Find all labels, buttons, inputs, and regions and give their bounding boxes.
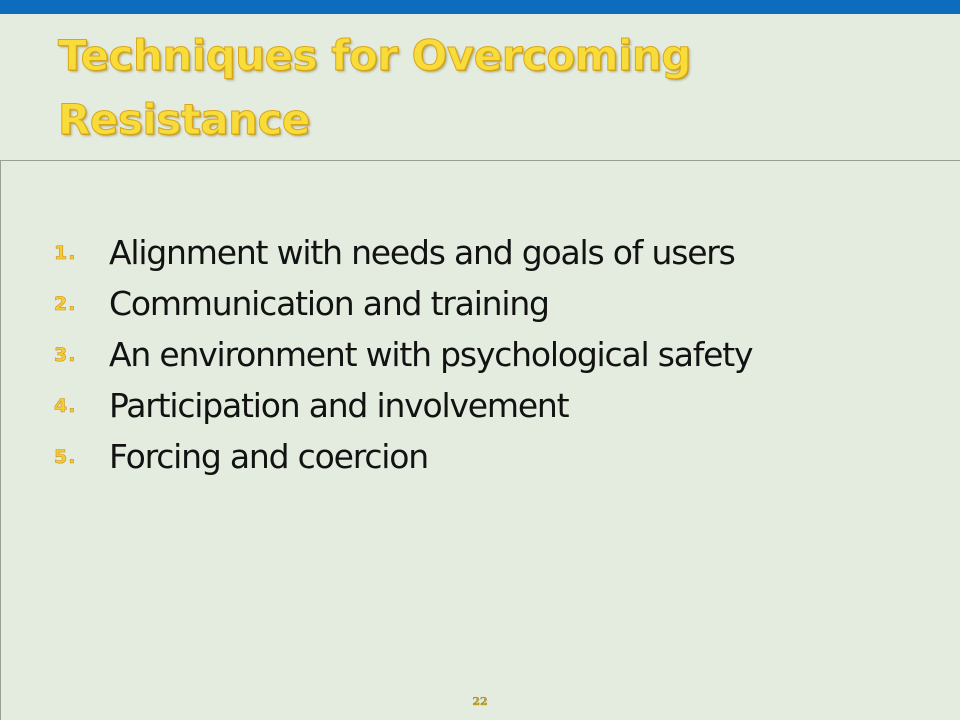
title-area — [0, 14, 960, 160]
numbered-list — [54, 227, 934, 482]
top-accent-bar — [0, 0, 960, 14]
list-item-number: 3. — [54, 343, 77, 366]
list-item-text: Communication and training — [109, 284, 549, 323]
list-item — [54, 278, 934, 329]
content-left-border — [0, 160, 1, 720]
title-divider — [0, 160, 960, 161]
list-item — [54, 227, 934, 278]
list-item-text: An environment with psychological safety — [109, 335, 753, 374]
list-item-number: 2. — [54, 292, 77, 315]
list-item-number: 4. — [54, 394, 77, 417]
list-item-text: Alignment with needs and goals of users — [109, 233, 735, 272]
list-item-text: Participation and involvement — [109, 386, 569, 425]
list-item-number: 5. — [54, 445, 77, 468]
list-item-text: Forcing and coercion — [109, 437, 428, 476]
list-item — [54, 380, 934, 431]
list-item — [54, 431, 934, 482]
slide-title — [58, 24, 918, 152]
page-number: 22 — [472, 695, 488, 708]
slide-title-line-1: Techniques for Overcoming — [58, 31, 691, 80]
list-item-number: 1. — [54, 241, 77, 264]
slide-title-line-2: Resistance — [58, 95, 310, 144]
list-item — [54, 329, 934, 380]
